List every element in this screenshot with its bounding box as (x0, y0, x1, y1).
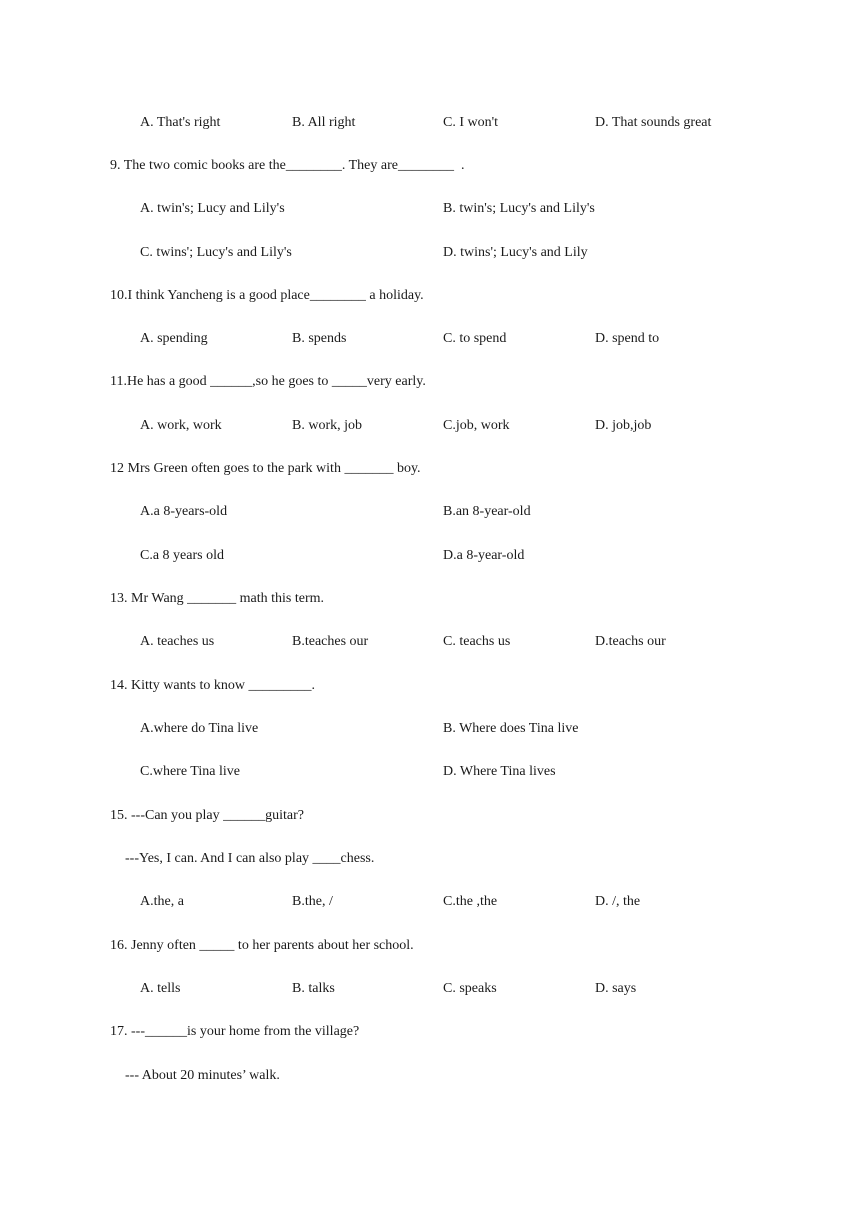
option-d: D. Where Tina lives (443, 764, 556, 779)
option-b: B. talks (292, 981, 335, 996)
question-11: 11.He has a good ______,so he goes to _____very early. (110, 374, 426, 389)
option-b: B. spends (292, 331, 347, 346)
option-c: C. I won't (443, 115, 499, 130)
option-a: A.a 8-years-old (140, 504, 228, 519)
option-b: B. All right (292, 115, 356, 130)
option-d: D. That sounds great (595, 115, 712, 130)
question-13: 13. Mr Wang _______ math this term. (110, 591, 325, 606)
option-c: C. speaks (443, 981, 497, 996)
option-b: B.teaches our (292, 634, 369, 649)
option-b: B.the, / (292, 894, 333, 909)
option-a: A. work, work (140, 418, 222, 433)
question-17-reply: --- About 20 minutes’ walk. (125, 1068, 280, 1083)
question-10: 10.I think Yancheng is a good place________ a holiday. (110, 288, 424, 303)
question-15-reply: ---Yes, I can. And I can also play ____chess. (125, 851, 375, 866)
option-a: A. twin's; Lucy and Lily's (140, 201, 285, 216)
option-c: C.a 8 years old (140, 548, 224, 563)
option-d: D. spend to (595, 331, 660, 346)
question-9: 9. The two comic books are the________. They are________ . (110, 158, 465, 173)
option-d: D. job,job (595, 418, 652, 433)
option-a: A.the, a (140, 894, 184, 909)
option-c: C.where Tina live (140, 764, 240, 779)
option-c: C.the ,the (443, 894, 498, 909)
question-17: 17. ---______is your home from the village? (110, 1024, 360, 1039)
option-b: B.an 8-year-old (443, 504, 531, 519)
option-b: B. work, job (292, 418, 362, 433)
option-c: C.job, work (443, 418, 510, 433)
option-a: A.where do Tina live (140, 721, 259, 736)
option-c: C. to spend (443, 331, 507, 346)
option-d: D.teachs our (595, 634, 666, 649)
option-a: A. tells (140, 981, 181, 996)
option-d: D. twins'; Lucy's and Lily (443, 245, 588, 260)
option-d: D.a 8-year-old (443, 548, 525, 563)
option-b: B. twin's; Lucy's and Lily's (443, 201, 595, 216)
option-a: A. spending (140, 331, 208, 346)
question-15: 15. ---Can you play ______guitar? (110, 808, 305, 823)
option-a: A. teaches us (140, 634, 215, 649)
option-a: A. That's right (140, 115, 221, 130)
question-14: 14. Kitty wants to know _________. (110, 678, 315, 693)
question-12: 12 Mrs Green often goes to the park with _______ boy. (110, 461, 421, 476)
option-d: D. /, the (595, 894, 641, 909)
option-c: C. twins'; Lucy's and Lily's (140, 245, 292, 260)
option-c: C. teachs us (443, 634, 511, 649)
question-16: 16. Jenny often _____ to her parents about her school. (110, 938, 414, 953)
option-b: B. Where does Tina live (443, 721, 579, 736)
option-d: D. says (595, 981, 637, 996)
